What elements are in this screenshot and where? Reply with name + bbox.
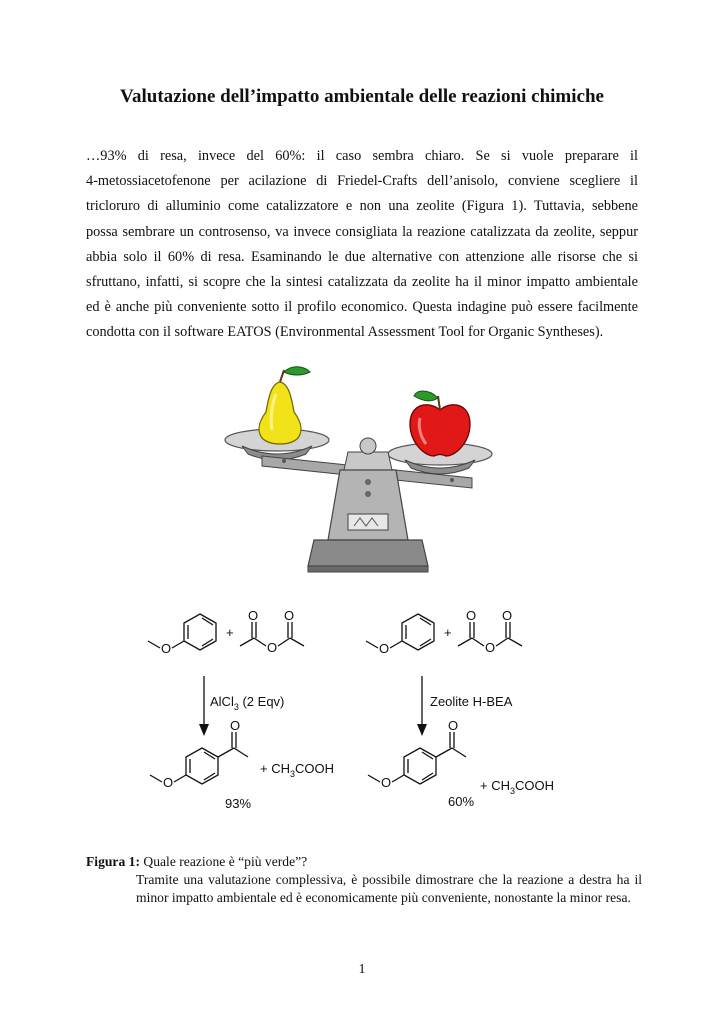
paragraph-line: abbia solo il 60% di resa. Esaminando le due alternative con attenzione alle risorse che si	[86, 248, 638, 265]
oxygen-label: O	[448, 718, 459, 733]
oxygen-label: O	[502, 608, 513, 623]
yield-label: 93%	[225, 796, 252, 811]
byproduct-label: + $CH_3COOH$	[480, 778, 554, 796]
oxygen-label: O	[485, 640, 496, 655]
arrow-down-icon	[199, 724, 209, 736]
paragraph-line: 4-metossiacetofenone per acilazione di Friedel-Crafts dell’anisolo, conviene scegliere il	[86, 173, 638, 190]
paragraph-line: ed è anche più conveniente sotto il profilo economico. Questa indagine può essere facilmente	[86, 299, 638, 316]
apple-icon	[410, 391, 470, 456]
paragraph-line: sfruttano, infatti, si scopre che la sintesi catalizzata da zeolite ha il minor impatto ambientale	[86, 273, 638, 290]
balance-scale-illustration	[222, 360, 512, 580]
oxygen-label: O	[379, 641, 390, 656]
oxygen-label: O	[230, 718, 241, 733]
yield-label: 60%	[448, 794, 475, 809]
oxygen-label: O	[163, 775, 174, 790]
byproduct-label: + $CH_3COOH$	[260, 761, 334, 779]
paragraph-line: possa sembrare un controsenso, va invece consigliata la reazione catalizzata da zeolite, seppur	[86, 223, 638, 240]
paragraph-line: tricloruro di alluminio come catalizzatore e non una zeolite (Figura 1). Tuttavia, sebbene	[86, 198, 638, 215]
caption-text: Tramite una valutazione complessiva, è possibile dimostrare che la reazione a destra ha il minor impatto ambientale ed è economicamente più conveniente, nonostante la minor resa.	[136, 872, 642, 905]
plus-sign: +	[226, 625, 234, 640]
page-number: 1	[358, 962, 366, 977]
body-paragraph	[86, 144, 638, 346]
oxygen-label: O	[267, 640, 278, 655]
page-title: Valutazione dell’impatto ambientale delle reazioni chimiche	[120, 86, 604, 107]
oxygen-label: O	[284, 608, 295, 623]
oxygen-label: O	[161, 641, 172, 656]
figure-caption	[86, 853, 642, 907]
oxygen-label: O	[248, 608, 259, 623]
oxygen-label: O	[466, 608, 477, 623]
arrow-down-icon	[417, 724, 427, 736]
catalyst-label: Zeolite H-BEA	[430, 694, 513, 709]
oxygen-label: O	[381, 775, 392, 790]
reaction-scheme	[130, 600, 570, 840]
paragraph-line: condotta con il software EATOS (Environmental Assessment Tool for Organic Syntheses).	[86, 324, 604, 341]
plus-sign: +	[444, 625, 452, 640]
caption-label: Figura 1:	[86, 854, 140, 869]
catalyst-label: AlCl$_3$ (2 Eqv)	[210, 694, 285, 712]
caption-question: Quale reazione è “più verde”?	[143, 854, 308, 869]
paragraph-line: …93% di resa, invece del 60%: il caso sembra chiaro. Se si vuole preparare il	[86, 148, 638, 164]
